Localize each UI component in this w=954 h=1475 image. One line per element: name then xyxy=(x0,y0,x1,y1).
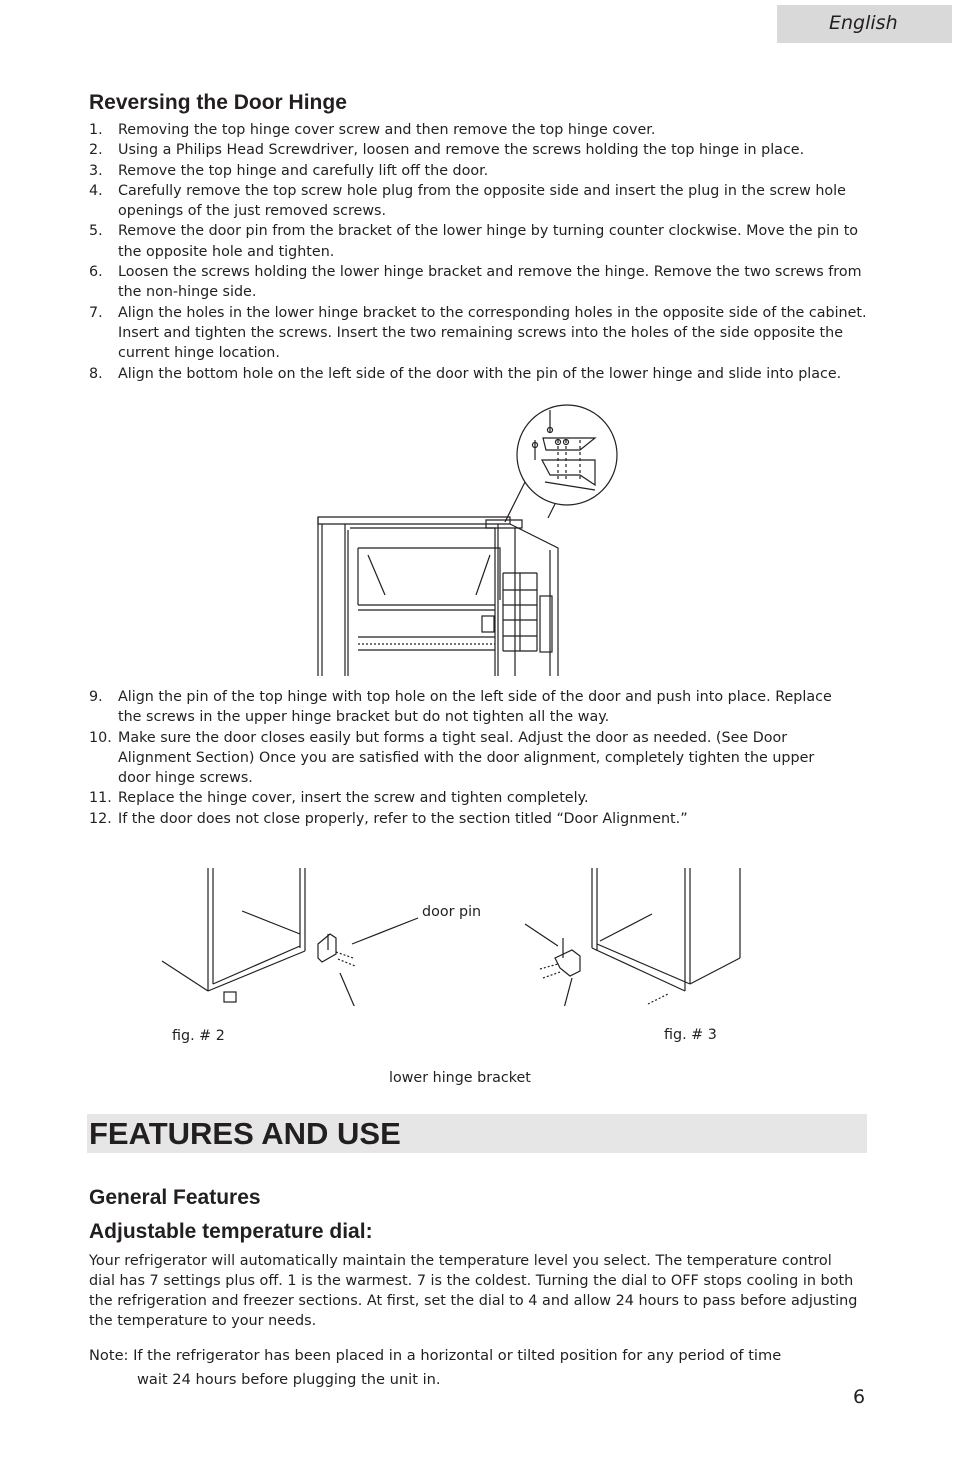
fridge-hinge-illustration xyxy=(310,400,630,680)
hinge-step xyxy=(89,809,849,829)
fridge-open-door-drawing xyxy=(310,400,630,680)
hinge-step xyxy=(89,303,879,364)
hinge-step-number: 1. xyxy=(89,122,103,138)
hinge-step-text: Remove the door pin from the bracket of the lower hinge by turning counter clockwise. Move the pin to the opposite hole and tighten. xyxy=(118,223,859,260)
hinge-step-text: Align the holes in the lower hinge bracket to the corresponding holes in the opposite side of the cabinet. Insert and tighten the screws. Insert the two remaining screws into the holes of the side opposite the current hinge location. xyxy=(118,304,867,362)
hinge-step-number: 6. xyxy=(89,264,103,281)
label-fig-3: fig. # 3 xyxy=(664,1027,717,1043)
hinge-step xyxy=(89,364,879,384)
hinge-step-number: 11. xyxy=(89,790,112,807)
label-fig-2: fig. # 2 xyxy=(172,1028,225,1044)
hinge-step-number: 4. xyxy=(89,182,103,199)
hinge-step xyxy=(89,120,879,140)
hinge-step-number: 10. xyxy=(89,729,112,746)
hinge-step-text: Removing the top hinge cover screw and then remove the top hinge cover. xyxy=(118,122,656,138)
note-line-1: Note: If the refrigerator has been placed in a horizontal or tilted position for any period of time xyxy=(89,1347,782,1364)
note-line-2: wait 24 hours before plugging the unit in. xyxy=(137,1371,441,1388)
hinge-steps-list-a xyxy=(89,120,879,384)
hinge-step-text: Using a Philips Head Screwdriver, loosen and remove the screws holding the top hinge in place. xyxy=(118,142,805,159)
hinge-step-number: 7. xyxy=(89,304,103,321)
hinge-step-number: 3. xyxy=(89,162,103,179)
section-title-general-features: General Features xyxy=(89,1186,261,1209)
hinge-step xyxy=(89,728,849,789)
hinge-steps-list-b xyxy=(89,687,849,829)
hinge-step-number: 12. xyxy=(89,810,112,827)
label-lower-hinge-bracket: lower hinge bracket xyxy=(389,1070,531,1086)
language-tab: English xyxy=(777,5,952,43)
temperature-dial-description: Your refrigerator will automatically maintain the temperature level you select. The temperature control dial has 7 settings plus off. 1 is the warmest. 7 is the coldest. Turning the dial to OFF stops cooling in both the refrigeration and freezer sections. At first, set the dial to 4 and allow 24 hours to pass before adjusting the temperature to your needs. xyxy=(89,1253,858,1329)
hinge-step-text: Make sure the door closes easily but forms a tight seal. Adjust the door as needed. (See Door Alignment Section) Once you are satisfied with the door alignment, completely tighten the upper door hinge screws. xyxy=(118,729,815,787)
page-number: 6 xyxy=(853,1386,866,1408)
lower-hinge-illustrations xyxy=(160,866,750,1006)
hinge-step-text: Remove the top hinge and carefully lift off the door. xyxy=(118,162,489,179)
hinge-step-text: Align the pin of the top hinge with top hole on the left side of the door and push into place. Replace the screws in the upper hinge bracket but do not tighten all the way. xyxy=(118,689,832,726)
label-door-pin: door pin xyxy=(422,904,482,920)
hinge-step xyxy=(89,788,849,808)
hinge-step-number: 8. xyxy=(89,365,103,382)
features-and-use-banner xyxy=(87,1114,867,1153)
hinge-step-text: Carefully remove the top screw hole plug from the opposite side and insert the plug in the screw hole openings of the just removed screws. xyxy=(118,182,846,220)
hinge-step xyxy=(89,687,849,728)
hinge-step-text: If the door does not close properly, refer to the section titled “Door Alignment.” xyxy=(118,810,688,827)
note-block xyxy=(89,1344,849,1392)
hinge-step xyxy=(89,221,879,262)
hinge-step xyxy=(89,181,879,222)
hinge-step-text: Loosen the screws holding the lower hinge bracket and remove the hinge. Remove the two screws from the non-hinge side. xyxy=(118,264,862,301)
section-title-reversing-door-hinge: Reversing the Door Hinge xyxy=(89,91,347,114)
section-title-adjustable-temperature-dial: Adjustable temperature dial: xyxy=(89,1220,373,1243)
hinge-step-number: 5. xyxy=(89,223,103,240)
features-and-use-title: FEATURES AND USE xyxy=(89,1116,401,1151)
hinge-step-number: 9. xyxy=(89,689,103,705)
lower-hinge-drawing xyxy=(160,866,750,1006)
hinge-step xyxy=(89,262,879,303)
hinge-step-number: 2. xyxy=(89,142,103,159)
hinge-step xyxy=(89,140,879,160)
hinge-step-text: Replace the hinge cover, insert the screw and tighten completely. xyxy=(118,790,589,807)
hinge-step-text: Align the bottom hole on the left side of the door with the pin of the lower hinge and slide into place. xyxy=(118,365,842,382)
hinge-step xyxy=(89,161,879,181)
